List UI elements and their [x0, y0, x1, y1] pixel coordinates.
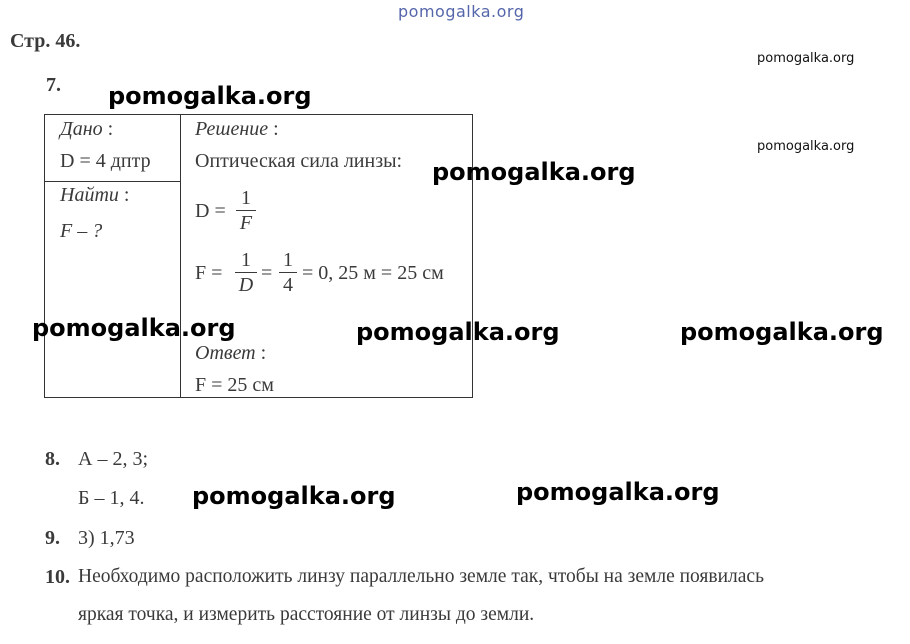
given-value: D = 4 дптр [60, 150, 151, 172]
formula-2-fraction-1 [235, 249, 257, 296]
fraction-bar [279, 272, 297, 273]
formula-1-denominator: F [239, 212, 253, 234]
find-colon: : [123, 184, 130, 206]
page-header: Стр. 46. [10, 30, 81, 52]
formula-2-denominator-2: 4 [283, 274, 293, 296]
formula-2-left: F = [195, 262, 223, 284]
fraction-bar [235, 272, 257, 273]
solution-colon: : [273, 118, 279, 140]
watermark-big: pomogalka.org [32, 314, 236, 342]
formula-2-equals: = [261, 262, 273, 284]
find-heading [60, 184, 129, 207]
fraction-bar [236, 210, 256, 211]
formula-2-right: = 0, 25 м = 25 см [302, 262, 444, 284]
task-8-number: 8. [45, 448, 60, 470]
formula-1-left: D = [195, 200, 226, 222]
watermark-top: pomogalka.org [398, 2, 525, 21]
task-7-number: 7. [46, 74, 61, 96]
given-label: Дано [60, 118, 103, 140]
answer-label: Ответ [195, 342, 256, 364]
answer-value: F = 25 см [195, 374, 274, 396]
task-8-line-2: Б – 1, 4. [78, 487, 145, 509]
watermark-big: pomogalka.org [356, 318, 560, 346]
task-10-line-1: Необходимо расположить линзу параллельно земле так, чтобы на земле появилась [78, 566, 764, 587]
solution-intro: Оптическая сила линзы: [195, 150, 403, 172]
formula-2-denominator-1: D [238, 274, 254, 296]
solution-label: Решение [195, 118, 269, 140]
watermark-big: pomogalka.org [192, 482, 396, 510]
find-value: F – ? [60, 220, 103, 242]
watermark-big: pomogalka.org [108, 82, 312, 110]
task-9-number: 9. [45, 527, 60, 549]
formula-2-numerator-2: 1 [283, 249, 293, 271]
watermark-big: pomogalka.org [432, 158, 636, 186]
table-divider-horizontal [44, 181, 181, 182]
formula-1-numerator: 1 [241, 187, 251, 209]
watermark-small: pomogalka.org [757, 139, 855, 154]
watermark-big: pomogalka.org [516, 478, 720, 506]
formula-2-numerator-1: 1 [241, 249, 251, 271]
given-colon: : [107, 118, 114, 140]
answer-heading [195, 342, 266, 365]
formula-2-fraction-2 [279, 249, 297, 296]
watermark-small: pomogalka.org [757, 51, 855, 66]
find-label: Найти [60, 184, 119, 206]
formula-1-fraction [236, 187, 256, 234]
watermark-big: pomogalka.org [680, 318, 884, 346]
task-9-text: 3) 1,73 [78, 527, 135, 549]
answer-colon: : [260, 342, 267, 364]
solution-heading [195, 118, 279, 141]
given-heading [60, 118, 113, 141]
task-10-line-2: яркая точка, и измерить расстояние от линзы до земли. [78, 604, 535, 625]
table-divider-vertical [180, 114, 181, 398]
task-10-number: 10. [45, 566, 70, 588]
task-8-line-1: А – 2, 3; [78, 448, 148, 470]
